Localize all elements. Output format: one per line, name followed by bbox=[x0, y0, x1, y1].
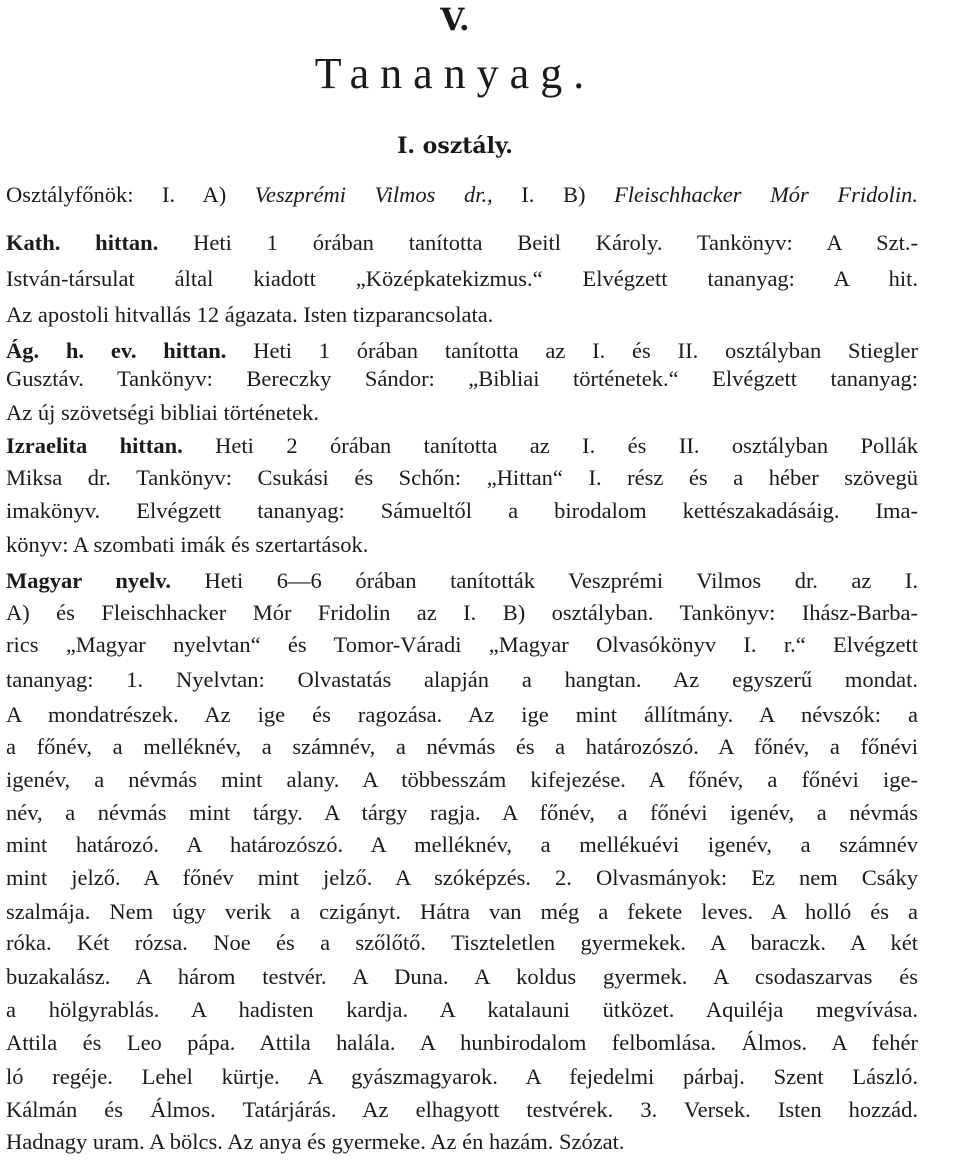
text-segment: a hölgyrablás. A hadisten kardja. A katalauni ütközet. Aquiléja megvívása. bbox=[6, 997, 918, 1022]
text-segment: István-társulat által kiadott „Középkatekizmus.“ Elvégzett tananyag: A hit. bbox=[6, 266, 918, 291]
text-segment: Miksa dr. Tankönyv: Csukási és Schőn: „Hittan“ I. rész és a héber szövegü bbox=[6, 465, 918, 490]
text-segment: tananyag: 1. Nyelvtan: Olvastatás alapján a hangtan. Az egyszerű mondat. bbox=[6, 667, 918, 692]
class-heading: I. osztály. bbox=[397, 133, 513, 159]
text-line bbox=[6, 566, 918, 596]
text-segment: Attila és Leo pápa. Attila halála. A hunbirodalom felbomlása. Álmos. A fehér bbox=[6, 1030, 918, 1055]
text-segment: Kálmán és Álmos. Tatárjárás. Az elhagyott testvérek. 3. Versek. Isten hozzád. bbox=[6, 1097, 918, 1122]
text-line bbox=[6, 700, 918, 730]
teacher-name: Fleischhacker Mór Fridolin. bbox=[614, 182, 919, 207]
text-line bbox=[6, 928, 918, 958]
text-line bbox=[6, 995, 918, 1025]
text-segment: Hadnagy uram. A bölcs. Az anya és gyermeke. Az én hazám. Szózat. bbox=[6, 1129, 625, 1154]
text-line bbox=[6, 897, 918, 927]
text-line bbox=[6, 1127, 918, 1157]
text-segment: Heti 6—6 órában tanították Veszprémi Vilmos dr. az I. bbox=[170, 568, 918, 593]
text-segment: , I. B) bbox=[487, 182, 615, 207]
text-line bbox=[6, 264, 918, 294]
text-line bbox=[6, 962, 918, 992]
text-line bbox=[6, 665, 918, 695]
text-segment: Heti 1 órában tanította az I. és II. osztályban Stiegler bbox=[226, 338, 918, 363]
text-line bbox=[6, 765, 918, 795]
text-line bbox=[6, 180, 918, 210]
text-segment: Gusztáv. Tankönyv: Bereczky Sándor: „Bibliai történetek.“ Elvégzett tananyag: bbox=[6, 366, 918, 391]
teacher-name: Veszprémi Vilmos dr. bbox=[254, 182, 488, 207]
text-line bbox=[6, 431, 918, 461]
text-line bbox=[6, 463, 918, 493]
subject-heading: Magyar nyelv. bbox=[6, 568, 171, 593]
text-line bbox=[6, 336, 918, 366]
text-line bbox=[6, 228, 918, 258]
text-segment: A) és Fleischhacker Mór Fridolin az I. B) osztályban. Tankönyv: Ihász-Barba- bbox=[6, 600, 918, 625]
text-segment: Heti 1 órában tanította Beitl Károly. Tankönyv: A Szt.- bbox=[158, 230, 918, 255]
text-segment: igenév, a névmás mint alany. A többesszám kifejezése. A főnév, a főnévi ige- bbox=[6, 767, 918, 792]
text-segment: könyv: A szombati imák és szertartások. bbox=[6, 532, 369, 557]
text-segment: a főnév, a melléknév, a számnév, a névmás és a határozószó. A főnév, a főnévi bbox=[6, 734, 918, 759]
subject-heading: Kath. hittan. bbox=[6, 230, 159, 255]
text-segment: mint jelző. A főnév mint jelző. A szóképzés. 2. Olvasmányok: Ez nem Csáky bbox=[6, 865, 918, 890]
text-line bbox=[6, 530, 918, 560]
text-line bbox=[6, 630, 918, 660]
text-line bbox=[6, 496, 918, 526]
text-line bbox=[6, 364, 918, 394]
text-segment: rics „Magyar nyelvtan“ és Tomor-Váradi „Magyar Olvasókönyv I. r.“ Elvégzett bbox=[6, 632, 918, 657]
text-line bbox=[6, 398, 918, 428]
text-segment: név, a névmás mint tárgy. A tárgy ragja. A főnév, a főnévi igenév, a névmás bbox=[6, 800, 918, 825]
subject-heading: Izraelita hittan. bbox=[6, 433, 183, 458]
text-line bbox=[6, 1028, 918, 1058]
text-segment: ló regéje. Lehel kürtje. A gyászmagyarok. A fejedelmi párbaj. Szent László. bbox=[6, 1064, 918, 1089]
text-line bbox=[6, 1062, 918, 1092]
text-line bbox=[6, 598, 918, 628]
text-segment: szalmája. Nem úgy verik a czigányt. Hátra van még a fekete leves. A holló és a bbox=[6, 899, 918, 924]
text-segment: A mondatrészek. Az ige és ragozása. Az ige mint állítmány. A névszók: a bbox=[6, 702, 918, 727]
text-segment: imakönyv. Elvégzett tananyag: Sámueltől a birodalom kettészakadásáig. Ima- bbox=[6, 498, 918, 523]
subject-heading: Ág. h. ev. hittan. bbox=[6, 338, 227, 363]
text-segment: mint határozó. A határozószó. A melléknév, a mellékuévi igenév, a számnév bbox=[6, 832, 918, 857]
text-line bbox=[6, 300, 918, 330]
text-segment: Az új szövetségi bibliai történetek. bbox=[6, 400, 320, 425]
text-line bbox=[6, 863, 918, 893]
text-line bbox=[6, 732, 918, 762]
text-line bbox=[6, 1095, 918, 1125]
chapter-number: V. bbox=[440, 2, 470, 38]
text-line bbox=[6, 798, 918, 828]
text-segment: buzakalász. A három testvér. A Duna. A koldus gyermek. A csodaszarvas és bbox=[6, 964, 918, 989]
text-line bbox=[6, 830, 918, 860]
text-segment: Heti 2 órában tanította az I. és II. osztályban Pollák bbox=[182, 433, 918, 458]
text-segment: Az apostoli hitvallás 12 ágazata. Isten tizparancsolata. bbox=[6, 302, 494, 327]
text-segment: róka. Két rózsa. Noe és a szőlőtő. Tiszteletlen gyermekek. A baraczk. A két bbox=[6, 930, 918, 955]
page-title: Tananyag. bbox=[314, 49, 596, 98]
text-segment: Osztályfőnök: I. A) bbox=[6, 182, 255, 207]
